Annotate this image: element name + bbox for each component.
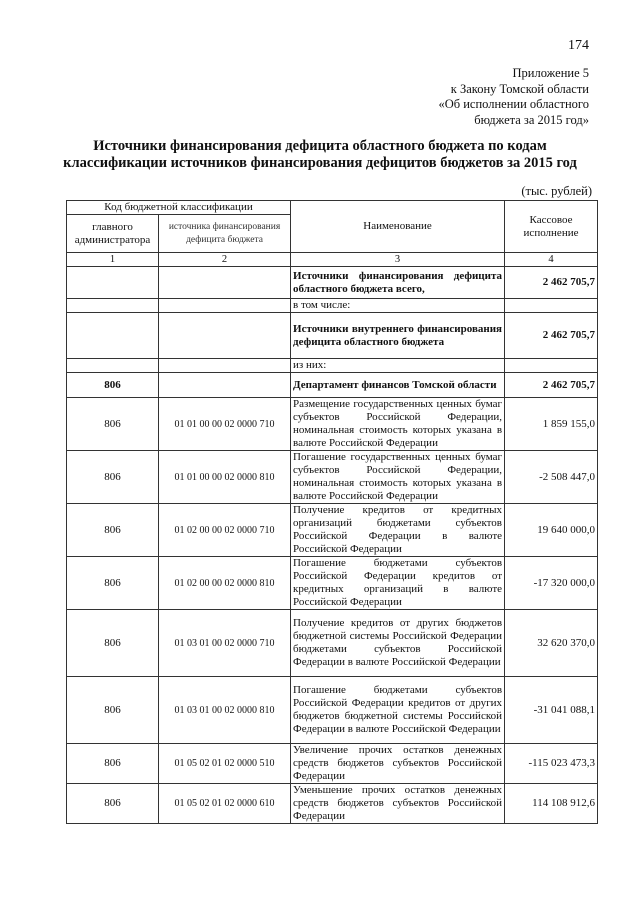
name-cell: из них:	[291, 359, 505, 373]
source-code-cell	[159, 313, 291, 359]
amount-cell: 2 462 705,7	[505, 267, 598, 299]
table-row	[67, 784, 598, 824]
table-row	[67, 504, 598, 557]
source-code-cell: 01 05 02 01 02 0000 610	[159, 784, 291, 824]
name-cell: Департамент финансов Томской области	[291, 373, 505, 398]
amount-cell: 1 859 155,0	[505, 398, 598, 451]
name-cell: Погашение государственных ценных бумаг субъектов Российской Федерации, номинальная стоимость которых указана в валюте Российской Федерации	[291, 451, 505, 504]
col-number: 3	[291, 253, 505, 267]
appendix-line: Приложение 5	[512, 66, 589, 80]
header-amount: Кассовое исполнение	[505, 201, 598, 253]
amount-cell: 32 620 370,0	[505, 610, 598, 677]
table-row	[67, 313, 598, 359]
source-code-cell: 01 03 01 00 02 0000 810	[159, 677, 291, 744]
source-code-cell	[159, 373, 291, 398]
admin-code-cell	[67, 267, 159, 299]
name-cell: Получение кредитов от кредитных организаций бюджетами субъектов Российской Федерации в валюте Российской Федерации	[291, 504, 505, 557]
page-number: 174	[568, 38, 589, 53]
admin-code-cell: 806	[67, 784, 159, 824]
amount-cell	[505, 299, 598, 313]
table-row	[67, 744, 598, 784]
name-cell: Погашение бюджетами субъектов Российской Федерации кредитов от кредитных организаций в валюте Российской Федерации	[291, 557, 505, 610]
table-row	[67, 451, 598, 504]
name-cell: Получение кредитов от других бюджетов бюджетной системы Российской Федерации бюджетами субъектов Российской Федерации в валюте Российской Федерации	[291, 610, 505, 677]
col-number: 1	[67, 253, 159, 267]
amount-cell: 2 462 705,7	[505, 373, 598, 398]
table-body	[67, 267, 598, 824]
amount-cell: -115 023 473,3	[505, 744, 598, 784]
name-cell: Источники внутреннего финансирования дефицита областного бюджета	[291, 313, 505, 359]
amount-cell: -17 320 000,0	[505, 557, 598, 610]
table-row	[67, 299, 598, 313]
amount-cell: 2 462 705,7	[505, 313, 598, 359]
amount-cell: 19 640 000,0	[505, 504, 598, 557]
header-source: источника финансирования дефицита бюджета	[159, 215, 291, 253]
appendix-line: бюджета за 2015 год»	[474, 112, 589, 127]
amount-cell: 114 108 912,6	[505, 784, 598, 824]
source-code-cell: 01 02 00 00 02 0000 710	[159, 504, 291, 557]
source-code-cell	[159, 359, 291, 373]
header-code-group: Код бюджетной классификации	[67, 201, 291, 215]
appendix-line: к Закону Томской области	[450, 81, 589, 96]
source-code-cell: 01 02 00 00 02 0000 810	[159, 557, 291, 610]
amount-cell	[505, 359, 598, 373]
header-name: Наименование	[291, 201, 505, 253]
title-line: Источники финансирования дефицита областного бюджета по кодам	[93, 138, 547, 154]
source-code-cell: 01 03 01 00 02 0000 710	[159, 610, 291, 677]
col-number: 4	[505, 253, 598, 267]
table-row	[67, 398, 598, 451]
document-title	[30, 138, 610, 172]
admin-code-cell	[67, 359, 159, 373]
appendix-line: «Об исполнении областного	[438, 97, 589, 111]
admin-code-cell: 806	[67, 744, 159, 784]
header-admin: главного администратора	[67, 215, 159, 253]
name-cell: Источники финансирования дефицита областного бюджета всего,	[291, 267, 505, 299]
admin-code-cell: 806	[67, 610, 159, 677]
name-cell: Уменьшение прочих остатков денежных средств бюджетов субъектов Российской Федерации	[291, 784, 505, 824]
source-code-cell: 01 01 00 00 02 0000 710	[159, 398, 291, 451]
amount-cell: -2 508 447,0	[505, 451, 598, 504]
table-row	[67, 677, 598, 744]
title-line: классификации источников финансирования дефицитов бюджетов за 2015 год	[63, 155, 577, 171]
name-cell: в том числе:	[291, 299, 505, 313]
name-cell: Увеличение прочих остатков денежных средств бюджетов субъектов Российской Федерации	[291, 744, 505, 784]
table-row	[67, 359, 598, 373]
admin-code-cell: 806	[67, 677, 159, 744]
budget-sources-table	[66, 200, 598, 824]
table-row	[67, 557, 598, 610]
table-row	[67, 373, 598, 398]
col-number: 2	[159, 253, 291, 267]
amount-cell: -31 041 088,1	[505, 677, 598, 744]
admin-code-cell: 806	[67, 557, 159, 610]
units-label: (тыс. рублей)	[521, 184, 592, 198]
admin-code-cell: 806	[67, 504, 159, 557]
admin-code-cell: 806	[67, 398, 159, 451]
source-code-cell	[159, 267, 291, 299]
source-code-cell: 01 05 02 01 02 0000 510	[159, 744, 291, 784]
table-row	[67, 267, 598, 299]
admin-code-cell	[67, 313, 159, 359]
admin-code-cell: 806	[67, 451, 159, 504]
admin-code-cell	[67, 299, 159, 313]
table-row	[67, 610, 598, 677]
name-cell: Погашение бюджетами субъектов Российской Федерации кредитов от других бюджетов бюджетной системы Российской Федерации в валюте Российской Федерации	[291, 677, 505, 744]
admin-code-cell: 806	[67, 373, 159, 398]
appendix-note	[438, 66, 589, 128]
name-cell: Размещение государственных ценных бумаг субъектов Российской Федерации, номинальная стоимость которых указана в валюте Российской Федерации	[291, 398, 505, 451]
source-code-cell: 01 01 00 00 02 0000 810	[159, 451, 291, 504]
source-code-cell	[159, 299, 291, 313]
